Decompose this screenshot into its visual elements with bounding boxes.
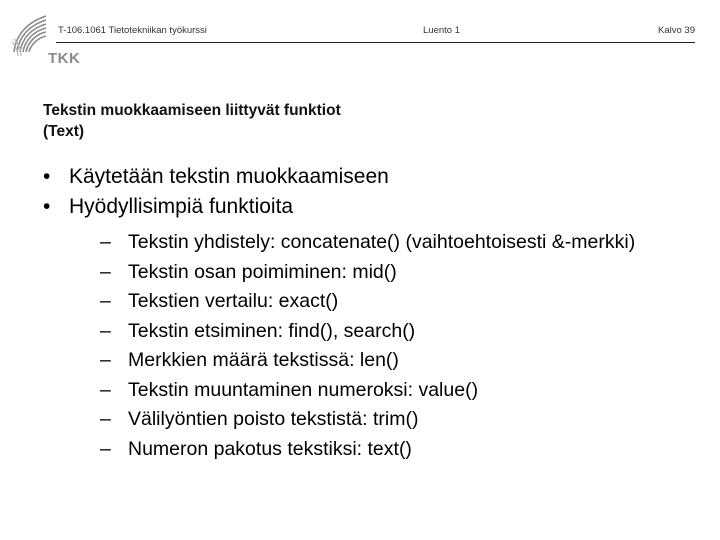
function-text: Tekstin yhdistely: concatenate() (vaihtoehtoisesti &-merkki) (128, 231, 636, 253)
function-text: Numeron pakotus tekstiksi: text() (128, 437, 412, 460)
function-text: Välilyöntien poisto tekstistä: trim() (128, 408, 419, 430)
logo-text: TKK (48, 50, 81, 67)
function-text: Merkkien määrä tekstissä: len() (128, 349, 399, 371)
bullet-item (43, 162, 683, 192)
bullet-mark: • (43, 195, 51, 218)
bullet-item (43, 192, 683, 222)
function-item (100, 258, 660, 288)
function-item (100, 405, 660, 435)
header-slide-number: Kalvo 39 (658, 25, 695, 36)
function-item (100, 317, 660, 347)
slide-title-line-1: Tekstin muokkaamiseen liittyvät funktiot (43, 102, 341, 119)
dash-mark: – (100, 378, 111, 401)
bullet-text: Hyödyllisimpiä funktioita (69, 195, 294, 218)
header-course: T-106.1061 Tietotekniikan työkurssi (58, 25, 207, 36)
function-text: Tekstin muuntaminen numeroksi: value() (128, 378, 479, 401)
slide-title-line-2: (Text) (43, 123, 85, 140)
dash-mark: – (100, 349, 111, 371)
function-item (100, 228, 660, 258)
function-item (100, 346, 660, 376)
tkk-swirl-icon (8, 12, 52, 66)
function-item (100, 376, 660, 406)
header-divider (56, 42, 695, 43)
bullet-list (43, 162, 683, 222)
function-text: Tekstin etsiminen: find(), search() (128, 319, 416, 342)
tkk-logo (8, 12, 52, 66)
dash-mark: – (100, 437, 111, 460)
dash-mark: – (100, 408, 111, 430)
function-item (100, 435, 660, 465)
slide-title (43, 100, 683, 142)
dash-mark: – (100, 260, 111, 283)
dash-mark: – (100, 319, 111, 342)
bullet-text: Käytetään tekstin muokkaamiseen (69, 165, 389, 188)
header-lecture: Luento 1 (423, 25, 460, 36)
dash-mark: – (100, 290, 111, 312)
function-item (100, 287, 660, 317)
function-list (100, 228, 660, 464)
dash-mark: – (100, 231, 111, 253)
function-text: Tekstin osan poimiminen: mid() (128, 260, 397, 283)
function-text: Tekstien vertailu: exact() (128, 290, 339, 312)
bullet-mark: • (43, 165, 51, 188)
